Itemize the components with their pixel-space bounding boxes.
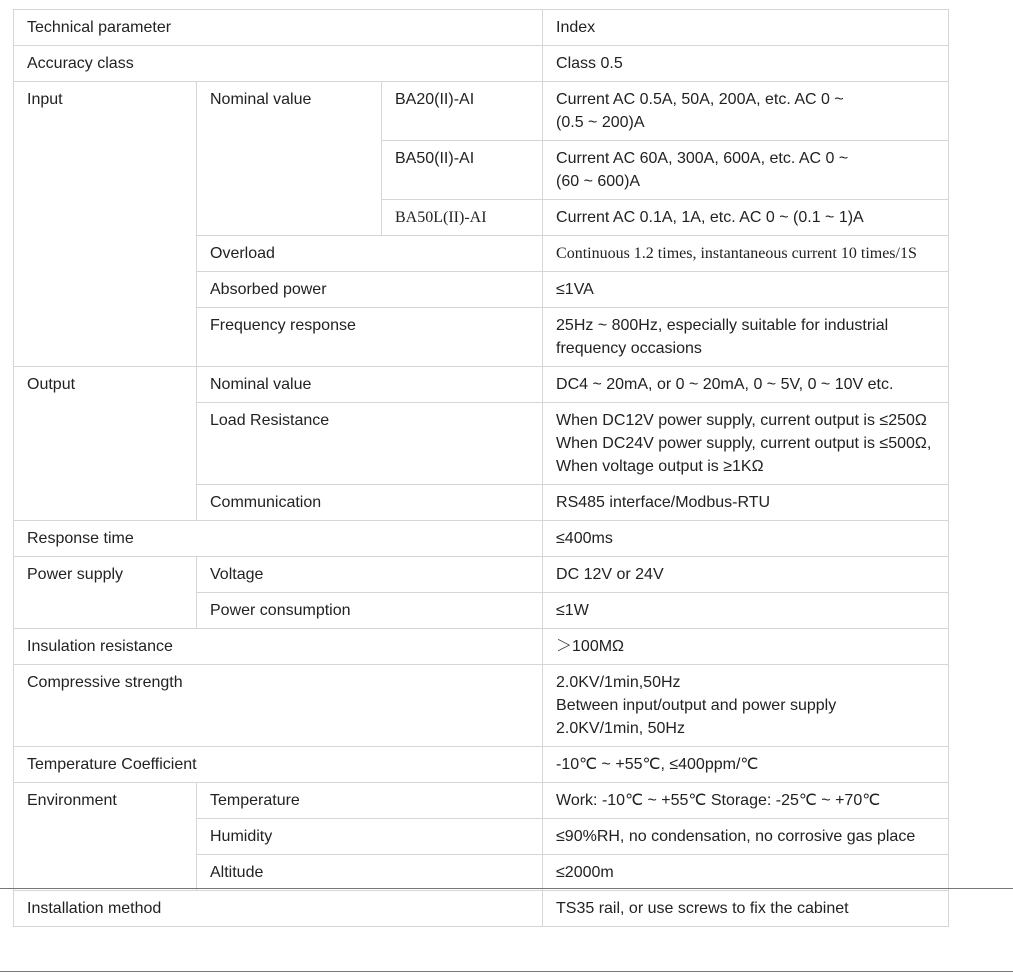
- spec-table: [13, 9, 949, 927]
- model-name: BA20(II)-AI: [382, 82, 543, 141]
- humidity-label: Humidity: [197, 819, 543, 855]
- table-row: [14, 665, 949, 747]
- load-label: Load Resistance: [197, 403, 543, 485]
- bottom-rule: [0, 971, 1013, 972]
- output-label: Output: [14, 367, 197, 521]
- comm-value: RS485 interface/Modbus-RTU: [543, 485, 949, 521]
- voltage-value: DC 12V or 24V: [543, 557, 949, 593]
- installation-label: Installation method: [14, 891, 543, 927]
- frequency-label: Frequency response: [197, 308, 543, 367]
- voltage-label: Voltage: [197, 557, 543, 593]
- consumption-label: Power consumption: [197, 593, 543, 629]
- table-row: [14, 46, 949, 82]
- model-value: Current AC 0.1A, 1A, etc. AC 0 ~ (0.1 ~ 1)A: [543, 200, 949, 236]
- overload-value: Continuous 1.2 times, instantaneous current 10 times/1S: [543, 236, 949, 272]
- page-break-line: [0, 888, 1013, 889]
- accuracy-label: Accuracy class: [14, 46, 543, 82]
- response-label: Response time: [14, 521, 543, 557]
- input-label: Input: [14, 82, 197, 367]
- tempcoef-label: Temperature Coefficient: [14, 747, 543, 783]
- input-nominal-label: Nominal value: [197, 82, 382, 236]
- absorbed-value: ≤1VA: [543, 272, 949, 308]
- insulation-label: Insulation resistance: [14, 629, 543, 665]
- absorbed-label: Absorbed power: [197, 272, 543, 308]
- model-name: BA50L(II)-AI: [382, 200, 543, 236]
- table-row: [14, 783, 949, 819]
- installation-value: TS35 rail, or use screws to fix the cabinet: [543, 891, 949, 927]
- compressive-value: 2.0KV/1min,50Hz Between input/output and power supply 2.0KV/1min, 50Hz: [543, 665, 949, 747]
- model-name: BA50(II)-AI: [382, 141, 543, 200]
- output-nominal-value: DC4 ~ 20mA, or 0 ~ 20mA, 0 ~ 5V, 0 ~ 10V etc.: [543, 367, 949, 403]
- temperature-value: Work: -10℃ ~ +55℃ Storage: -25℃ ~ +70℃: [543, 783, 949, 819]
- frequency-value: 25Hz ~ 800Hz, especially suitable for industrial frequency occasions: [543, 308, 949, 367]
- table-row: [14, 557, 949, 593]
- consumption-value: ≤1W: [543, 593, 949, 629]
- humidity-value: ≤90%RH, no condensation, no corrosive gas place: [543, 819, 949, 855]
- table-row: [14, 82, 949, 141]
- model-value: Current AC 0.5A, 50A, 200A, etc. AC 0 ~ (0.5 ~ 200)A: [543, 82, 949, 141]
- compressive-label: Compressive strength: [14, 665, 543, 747]
- table-row: [14, 367, 949, 403]
- comm-label: Communication: [197, 485, 543, 521]
- header-param: Technical parameter: [14, 10, 543, 46]
- table-row: [14, 521, 949, 557]
- power-label: Power supply: [14, 557, 197, 629]
- response-value: ≤400ms: [543, 521, 949, 557]
- tempcoef-value: -10℃ ~ +55℃, ≤400ppm/℃: [543, 747, 949, 783]
- overload-label: Overload: [197, 236, 543, 272]
- insulation-value: ＞100MΩ: [543, 629, 949, 665]
- table-row: [14, 629, 949, 665]
- temperature-label: Temperature: [197, 783, 543, 819]
- table-row: [14, 891, 949, 927]
- model-value: Current AC 60A, 300A, 600A, etc. AC 0 ~ (60 ~ 600)A: [543, 141, 949, 200]
- altitude-value: ≤2000m: [543, 855, 949, 891]
- output-nominal-label: Nominal value: [197, 367, 543, 403]
- header-index: Index: [543, 10, 949, 46]
- table-row: [14, 10, 949, 46]
- accuracy-value: Class 0.5: [543, 46, 949, 82]
- environment-label: Environment: [14, 783, 197, 891]
- table-row: [14, 747, 949, 783]
- altitude-label: Altitude: [197, 855, 543, 891]
- load-value: When DC12V power supply, current output is ≤250Ω When DC24V power supply, current output is ≤500Ω, When voltage output is ≥1KΩ: [543, 403, 949, 485]
